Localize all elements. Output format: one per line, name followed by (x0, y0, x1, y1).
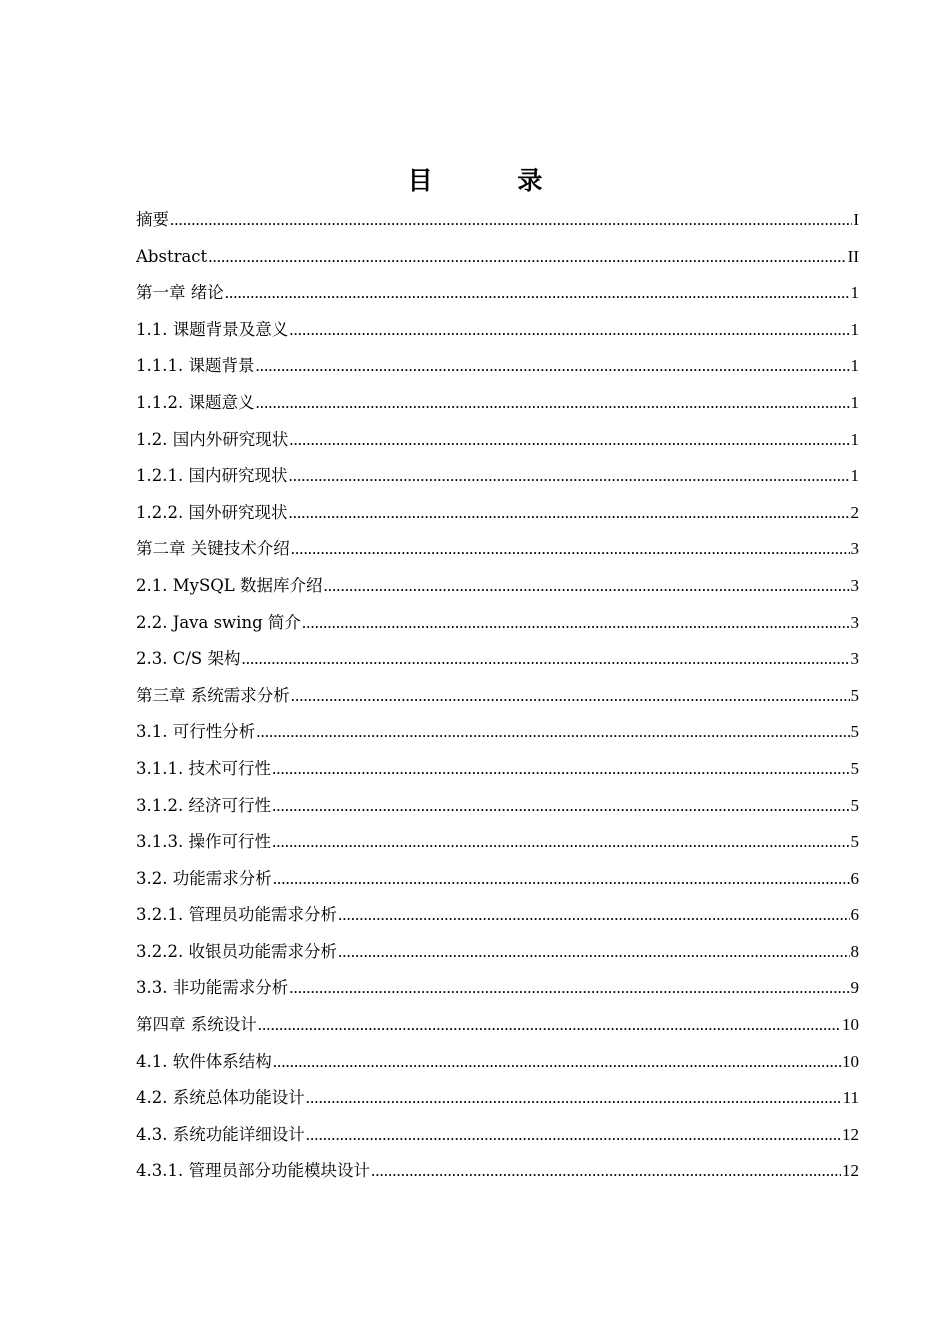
toc-entry-page-number: 2 (850, 502, 859, 522)
toc-entry[interactable] (136, 385, 859, 422)
toc-entry[interactable] (136, 495, 859, 532)
toc-entry[interactable] (136, 422, 859, 459)
toc-entry[interactable] (136, 788, 859, 825)
toc-entry-page-number: 8 (850, 941, 859, 961)
toc-dot-leader (258, 1007, 841, 1044)
toc-dot-leader (291, 531, 850, 568)
toc-entry-page-number: 1 (850, 283, 859, 303)
toc-entry-page-number: 9 (850, 978, 859, 998)
toc-entry-label: 1.1.2. 课题意义 (136, 392, 255, 412)
toc-entry-page-number: 5 (850, 795, 859, 815)
toc-dot-leader (306, 1080, 842, 1117)
toc-dot-leader (241, 641, 849, 678)
toc-entry[interactable] (136, 1007, 859, 1044)
toc-entry[interactable] (136, 714, 859, 751)
toc-entry-label: 4.1. 软件体系结构 (136, 1051, 272, 1071)
toc-entry-label: 第二章 关键技术介绍 (136, 539, 290, 559)
toc-entry-page-number: 3 (850, 612, 859, 632)
toc-entry-page-number: 1 (850, 319, 859, 339)
toc-entry-label: 3.2.2. 收银员功能需求分析 (136, 941, 337, 961)
toc-list (136, 202, 859, 1190)
toc-entry-page-number: 6 (850, 868, 859, 888)
toc-dot-leader (288, 495, 849, 532)
toc-entry-label: 1.2.1. 国内研究现状 (136, 466, 288, 486)
toc-dot-leader (272, 788, 850, 825)
toc-entry-label: 3.1.2. 经济可行性 (136, 795, 271, 815)
toc-entry[interactable] (136, 897, 859, 934)
toc-entry-label: 第四章 系统设计 (136, 1015, 257, 1035)
toc-entry-label: 3.2. 功能需求分析 (136, 868, 272, 888)
toc-entry-page-number: 10 (842, 1015, 859, 1035)
toc-entry[interactable] (136, 1153, 859, 1190)
toc-entry[interactable] (136, 824, 859, 861)
toc-entry-label: 1.2.2. 国外研究现状 (136, 502, 288, 522)
toc-dot-leader (272, 824, 850, 861)
toc-entry-page-number: 5 (850, 722, 859, 742)
toc-dot-leader (289, 312, 849, 349)
toc-dot-leader (302, 605, 850, 642)
toc-dot-leader (272, 751, 850, 788)
toc-entry-page-number: 12 (842, 1124, 859, 1144)
toc-dot-leader (255, 385, 849, 422)
toc-dot-leader (289, 970, 849, 1007)
toc-entry[interactable] (136, 970, 859, 1007)
toc-entry[interactable] (136, 641, 859, 678)
toc-dot-leader (170, 202, 852, 239)
toc-entry-label: 1.2. 国内外研究现状 (136, 429, 289, 449)
toc-entry-page-number: I (853, 210, 859, 229)
toc-entry[interactable] (136, 605, 859, 642)
toc-entry-page-number: 11 (842, 1088, 859, 1108)
toc-dot-leader (338, 897, 850, 934)
toc-entry-page-number: 6 (850, 905, 859, 925)
toc-entry-label: 3.2.1. 管理员功能需求分析 (136, 905, 337, 925)
toc-entry[interactable] (136, 1044, 859, 1081)
toc-entry-page-number: 5 (850, 832, 859, 852)
toc-entry[interactable] (136, 458, 859, 495)
toc-dot-leader (289, 422, 849, 459)
toc-entry-label: 4.3. 系统功能详细设计 (136, 1124, 305, 1144)
toc-dot-leader (338, 934, 850, 971)
toc-entry-page-number: 1 (850, 466, 859, 486)
toc-entry-label: 2.1. MySQL 数据库介绍 (136, 575, 323, 595)
toc-entry-page-number: 5 (850, 685, 859, 705)
toc-entry-page-number: 10 (842, 1051, 859, 1071)
toc-entry-label: 第一章 绪论 (136, 283, 224, 303)
toc-entry-label: 4.2. 系统总体功能设计 (136, 1088, 305, 1108)
toc-entry[interactable] (136, 934, 859, 971)
toc-dot-leader (323, 568, 849, 605)
toc-entry-label: 4.3.1. 管理员部分功能模块设计 (136, 1161, 370, 1181)
toc-entry-page-number: 1 (850, 392, 859, 412)
toc-entry-label: 第三章 系统需求分析 (136, 685, 290, 705)
toc-entry[interactable] (136, 348, 859, 385)
toc-entry-label: 3.1. 可行性分析 (136, 722, 256, 742)
toc-dot-leader (225, 275, 850, 312)
toc-dot-leader (256, 714, 849, 751)
toc-title: 目 录 (407, 166, 581, 195)
toc-entry[interactable] (136, 275, 859, 312)
toc-entry-page-number: 12 (842, 1161, 859, 1181)
toc-entry[interactable] (136, 678, 859, 715)
toc-entry[interactable] (136, 568, 859, 605)
toc-entry-page-number: 1 (850, 356, 859, 376)
toc-dot-leader (255, 348, 849, 385)
toc-entry-label: 摘要 (136, 210, 169, 229)
toc-entry[interactable] (136, 861, 859, 898)
toc-dot-leader (288, 458, 849, 495)
toc-entry-label: 1.1.1. 课题背景 (136, 356, 255, 376)
toc-dot-leader (273, 861, 850, 898)
toc-entry-label: 3.1.1. 技术可行性 (136, 758, 271, 778)
toc-entry-page-number: 1 (850, 429, 859, 449)
toc-entry-label: 3.1.3. 操作可行性 (136, 832, 271, 852)
toc-entry[interactable] (136, 239, 859, 276)
toc-entry-page-number: 3 (850, 539, 859, 559)
toc-entry-label: 2.2. Java swing 简介 (136, 612, 301, 632)
toc-entry[interactable] (136, 202, 859, 239)
toc-entry-label: Abstract (136, 246, 208, 266)
toc-entry[interactable] (136, 751, 859, 788)
toc-entry-label: 3.3. 非功能需求分析 (136, 978, 289, 998)
toc-dot-leader (208, 239, 846, 276)
toc-entry-label: 2.3. C/S 架构 (136, 649, 241, 669)
toc-entry-label: 1.1. 课题背景及意义 (136, 319, 289, 339)
toc-entry-page-number: 5 (850, 758, 859, 778)
toc-dot-leader (291, 678, 850, 715)
toc-entry[interactable] (136, 1080, 859, 1117)
toc-entry[interactable] (136, 1117, 859, 1154)
toc-dot-leader (273, 1044, 841, 1081)
toc-dot-leader (306, 1117, 841, 1154)
toc-entry-page-number: 3 (850, 575, 859, 595)
toc-entry[interactable] (136, 312, 859, 349)
toc-entry-page-number: II (847, 246, 859, 266)
toc-entry[interactable] (136, 531, 859, 568)
toc-entry-page-number: 3 (850, 649, 859, 669)
toc-dot-leader (371, 1153, 841, 1190)
